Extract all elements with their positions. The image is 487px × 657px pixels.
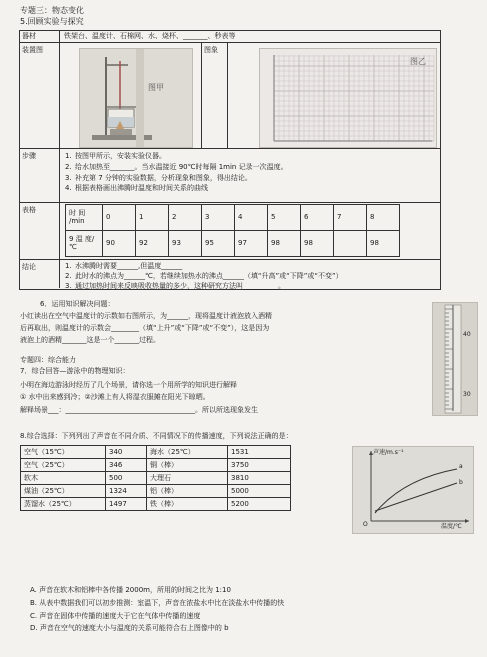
thermometer-mark: 30 bbox=[463, 391, 471, 398]
speed-cell: 1531 bbox=[228, 446, 291, 459]
question-6-title: 6．运用知识解决问题： bbox=[40, 300, 115, 308]
apparatus-illustration bbox=[80, 49, 192, 147]
question-7-line: 小明在海边游泳时经历了几个场景，请你选一个用所学的知识进行解释 bbox=[20, 381, 237, 389]
conclusion-2: 2. 此时水的沸点为______℃，若继续加热水的沸点______（填“升高”或“下降”或“不变”） bbox=[65, 271, 343, 280]
question-7-title: 7．综合回答—游泳中的物理知识： bbox=[20, 367, 130, 375]
step-1: 1. 按图甲所示，安装实验仪器。 bbox=[65, 152, 166, 160]
step-4: 4. 根据表格画出沸腾时温度和时间关系的曲线 bbox=[65, 184, 208, 193]
speed-temperature-plot bbox=[353, 447, 473, 533]
section-title-topic4: 专题四：综合能力 bbox=[20, 356, 76, 364]
question-8-options bbox=[30, 586, 284, 633]
question-6-line: 小红读出在空气中温度计的示数如右图所示，为______，现将温度计液泡放入酒精 bbox=[20, 312, 272, 320]
temperature-cell: 97 bbox=[235, 231, 268, 257]
label-graph: 图象 bbox=[204, 46, 218, 54]
time-cell: 7 bbox=[334, 205, 367, 231]
label-steps: 步骤 bbox=[22, 152, 36, 160]
temperature-cell: 93 bbox=[169, 231, 202, 257]
medium-cell: 空气（25℃） bbox=[21, 459, 106, 472]
curve-b-label: b bbox=[459, 479, 463, 486]
speed-table-row bbox=[21, 459, 291, 472]
apparatus-photo bbox=[79, 48, 193, 148]
medium-cell: 煤油（25℃） bbox=[21, 485, 106, 498]
option-c[interactable]: C. 声音在固体中传播的速度大于它在气体中传播的速度 bbox=[30, 611, 201, 620]
medium-cell: 铜（棒） bbox=[147, 459, 228, 472]
question-7-answer-line: 解释场景___：_____________________________________。所以所选现象发生 bbox=[20, 406, 258, 414]
medium-cell: 软木 bbox=[21, 472, 106, 485]
time-cell: 5 bbox=[268, 205, 301, 231]
temperature-header: 9 温 度/℃ bbox=[66, 231, 103, 257]
section-title-topic3: 专题三：物态变化 bbox=[20, 6, 84, 15]
speed-cell: 5200 bbox=[228, 498, 291, 511]
experiment-table bbox=[19, 30, 441, 290]
speed-cell: 3810 bbox=[228, 472, 291, 485]
option-a[interactable]: A. 声音在软木和铝棒中各传播 2000m，所用的时间之比为 1:10 bbox=[30, 586, 231, 594]
time-cell: 8 bbox=[367, 205, 400, 231]
label-setup: 装置图 bbox=[22, 46, 43, 54]
steps-list bbox=[65, 152, 435, 193]
speed-table-row bbox=[21, 485, 291, 498]
time-cell: 0 bbox=[103, 205, 136, 231]
thermometer-photo bbox=[432, 302, 478, 416]
temperature-cell: 95 bbox=[202, 231, 235, 257]
temperature-time-table bbox=[65, 204, 400, 257]
temperature-cell: 98 bbox=[367, 231, 400, 257]
equipment-text: 铁架台、温度计、石棉网、水、烧杯、_______、秒表等 bbox=[64, 32, 236, 40]
option-d[interactable]: D. 声音在空气的速度大小与温度的关系可能符合右上图像中的 b bbox=[30, 624, 229, 633]
medium-cell: 海水（25℃） bbox=[147, 446, 228, 459]
speed-cell: 1324 bbox=[106, 485, 147, 498]
graph-y-axis-label: 声速/m.s⁻¹ bbox=[373, 449, 404, 456]
speed-cell: 340 bbox=[106, 446, 147, 459]
speed-cell: 346 bbox=[106, 459, 147, 472]
question-5-title: 5.回顾实验与探究 bbox=[20, 17, 84, 26]
time-cell: 2 bbox=[169, 205, 202, 231]
question-8-title: 8.综合选择：下列列出了声音在不同介质、不同情况下的传播速度，下列说法正确的是： bbox=[20, 432, 293, 440]
temperature-cell: 90 bbox=[103, 231, 136, 257]
medium-cell: 铝（棒） bbox=[147, 485, 228, 498]
speed-cell: 5000 bbox=[228, 485, 291, 498]
time-header: 时 间 /min bbox=[66, 205, 103, 231]
curve-a-label: a bbox=[459, 463, 463, 470]
question-7-line: ① 水中出来感到冷；②沙滩上有人将湿衣服摊在阳光下晾晒。 bbox=[20, 393, 210, 401]
conclusion-1: 1. 水沸腾时需要______,但温度______ bbox=[65, 262, 183, 270]
option-b[interactable]: B. 从表中数据我们可以初步推测：室温下，声音在浓盐水中比在淡盐水中传播的快 bbox=[30, 598, 285, 607]
sound-speed-table bbox=[20, 445, 291, 511]
thermometer-mark: 40 bbox=[463, 331, 471, 338]
speed-table-row bbox=[21, 472, 291, 485]
figure-jia-label: 图甲 bbox=[148, 83, 164, 92]
label-table: 表格 bbox=[22, 206, 36, 214]
label-equipment: 器材 bbox=[22, 32, 36, 40]
speed-cell: 1497 bbox=[106, 498, 147, 511]
temperature-cell-blank[interactable] bbox=[334, 231, 367, 257]
question-6-line: 后再取出，则温度计的示数会________（填“上升”或“下降”或“不变”），这是因为 bbox=[20, 323, 270, 332]
graph-x-axis-label: 温度/℃ bbox=[441, 523, 462, 530]
temperature-cell: 92 bbox=[136, 231, 169, 257]
question-6-body bbox=[20, 312, 272, 344]
conclusion-3: 3. 通过加热时间来反映吸收热量的多少，这种研究方法叫__________。 bbox=[65, 281, 285, 290]
temperature-row bbox=[66, 231, 400, 257]
speed-temperature-graph bbox=[352, 446, 474, 534]
time-cell: 6 bbox=[301, 205, 334, 231]
medium-cell: 大理石 bbox=[147, 472, 228, 485]
medium-cell: 铁（棒） bbox=[147, 498, 228, 511]
figure-yi-label: 图乙 bbox=[410, 57, 426, 66]
time-cell: 4 bbox=[235, 205, 268, 231]
speed-cell: 500 bbox=[106, 472, 147, 485]
step-2: 2. 给水加热至_______。当水温接近 90℃时每隔 1min 记录一次温度。 bbox=[65, 162, 288, 171]
time-cell: 1 bbox=[136, 205, 169, 231]
label-conclusion: 结论 bbox=[22, 263, 36, 271]
medium-cell: 空气（15℃） bbox=[21, 446, 106, 459]
speed-table-row bbox=[21, 446, 291, 459]
temperature-cell: 98 bbox=[301, 231, 334, 257]
conclusion-list bbox=[65, 262, 435, 290]
time-row bbox=[66, 205, 400, 231]
medium-cell: 蒸馏水（25℃） bbox=[21, 498, 106, 511]
step-3: 3. 补充第 7 分钟的实验数据，分析现象和图象，得出结论。 bbox=[65, 173, 252, 182]
speed-table-row bbox=[21, 498, 291, 511]
graph-paper-photo bbox=[259, 48, 437, 148]
speed-cell: 3750 bbox=[228, 459, 291, 472]
temperature-cell: 98 bbox=[268, 231, 301, 257]
question-6-line: 液泡上的酒精_______这是一个_______过程。 bbox=[20, 335, 160, 344]
graph-origin-label: O bbox=[363, 521, 368, 528]
time-cell: 3 bbox=[202, 205, 235, 231]
